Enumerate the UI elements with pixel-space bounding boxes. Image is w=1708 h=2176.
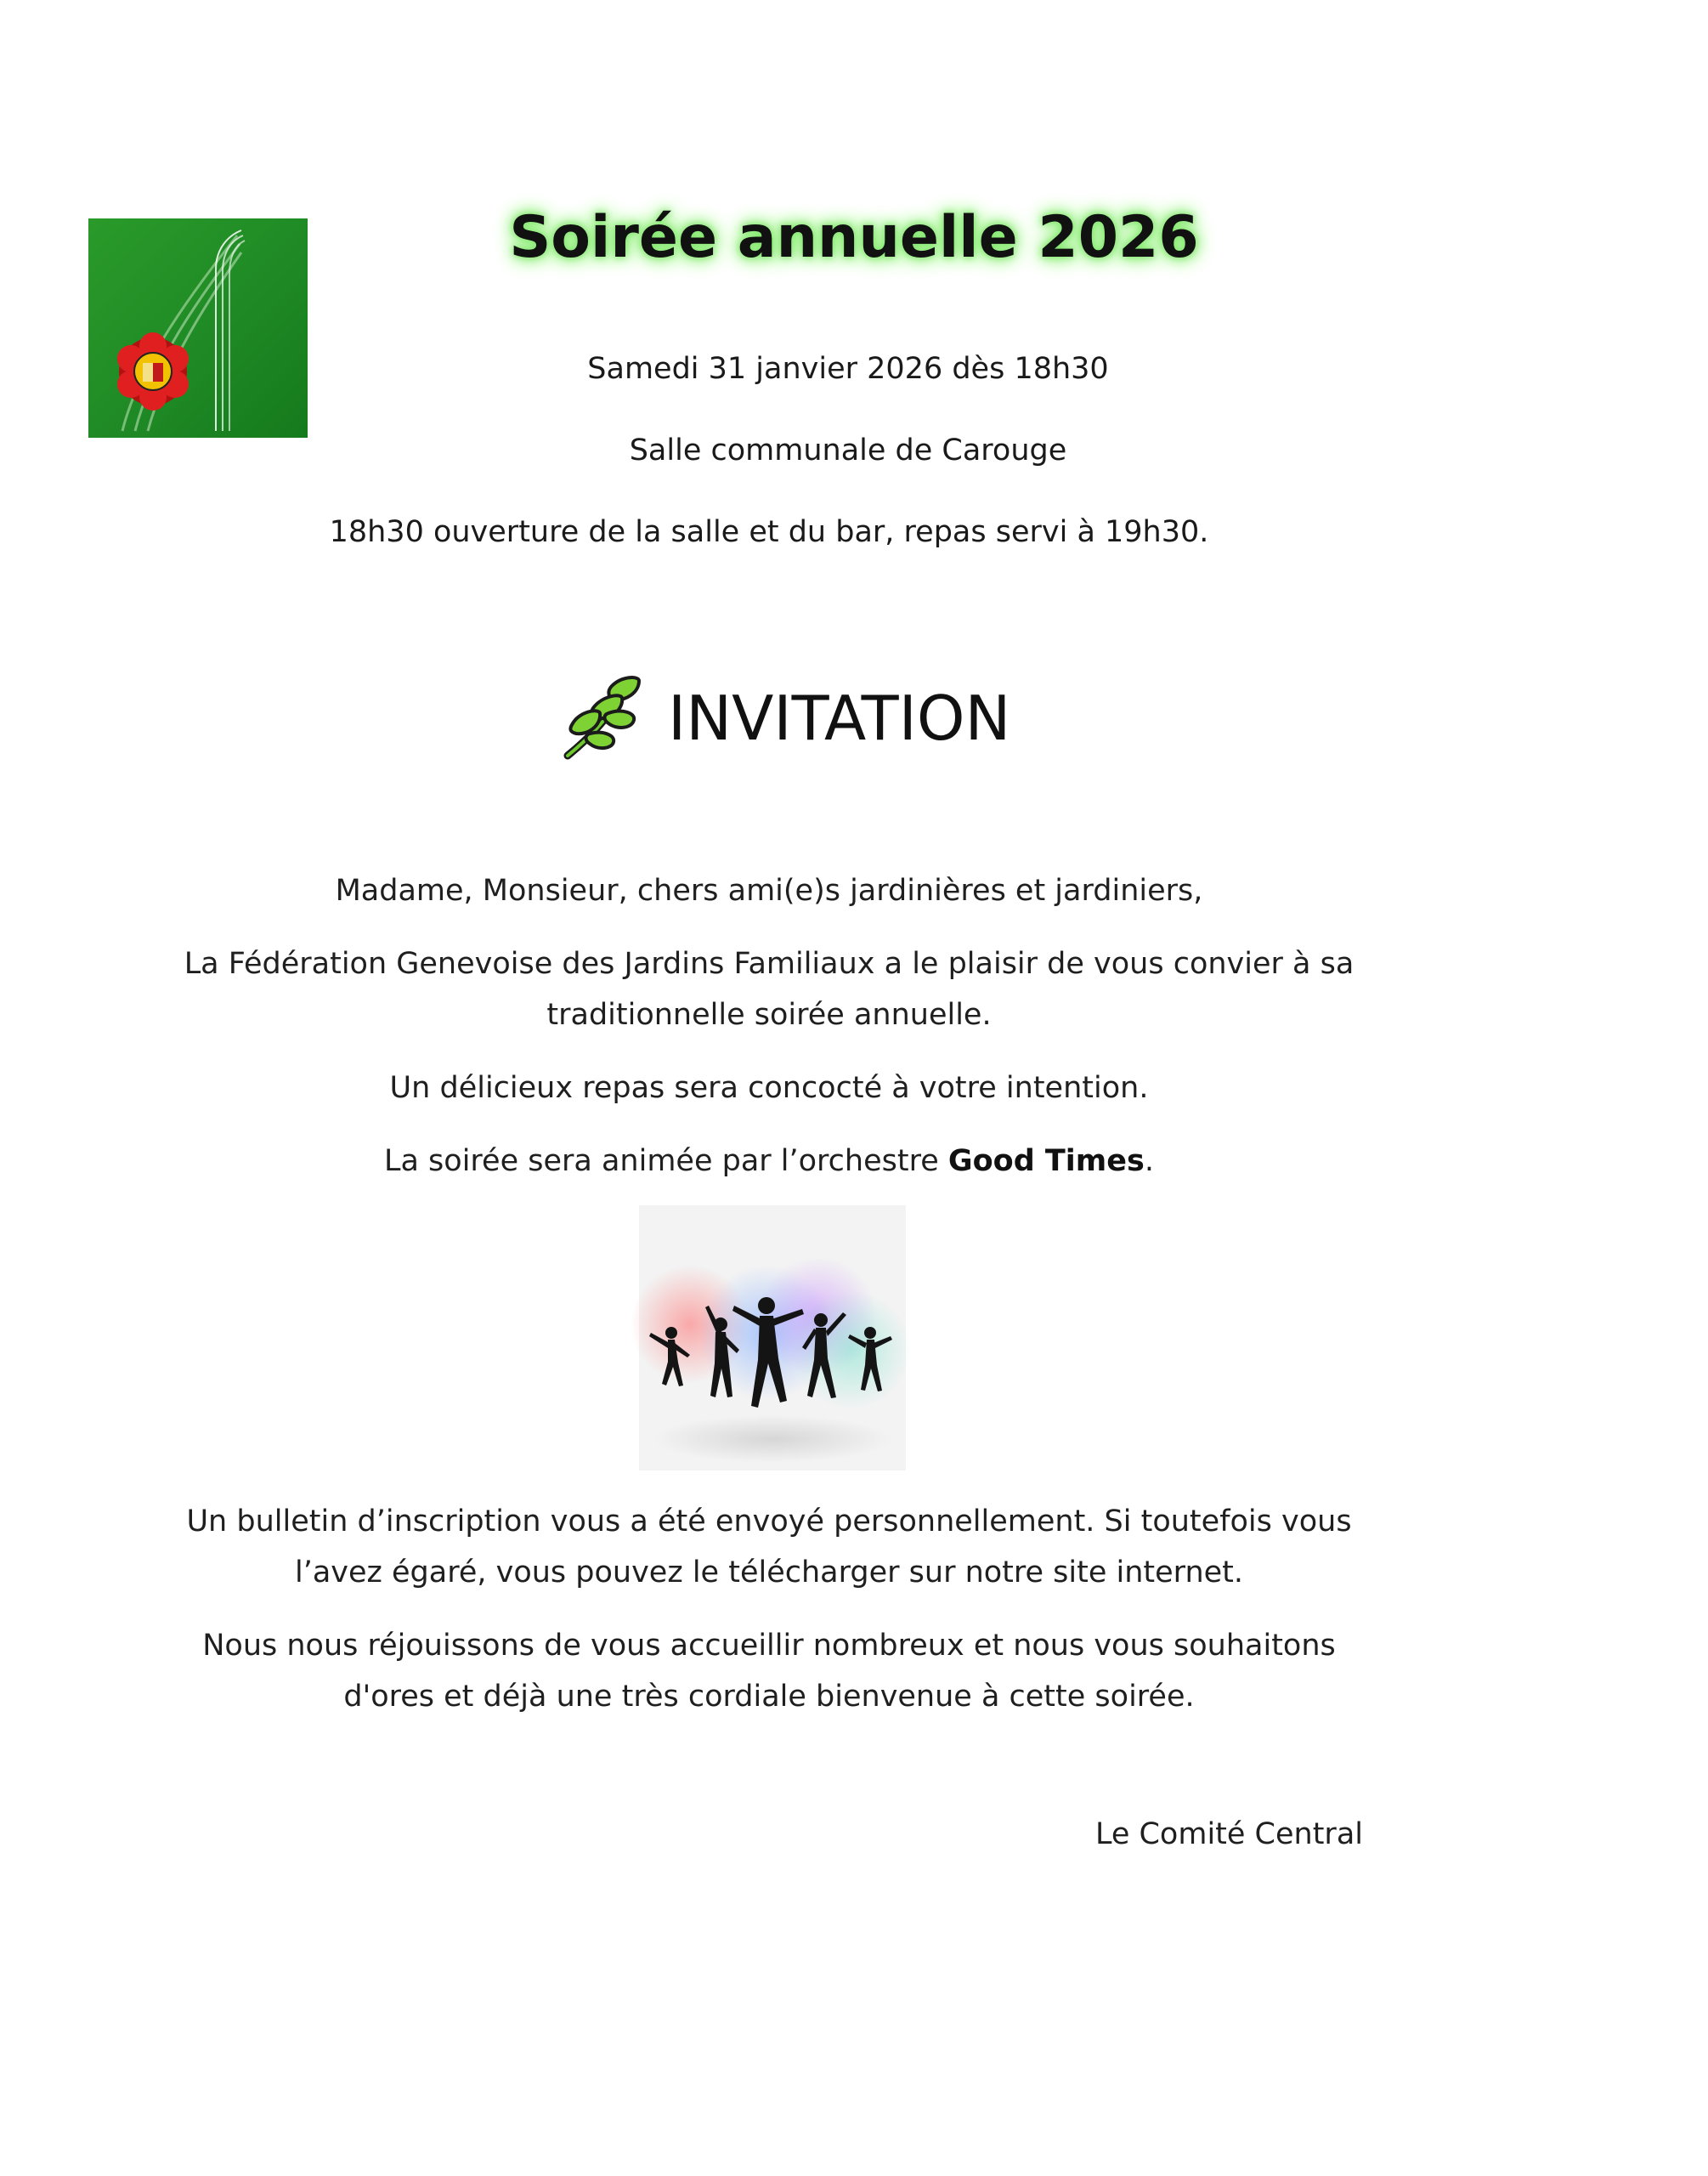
event-schedule: 18h30 ouverture de la salle et du bar, repas servi à 19h30. (329, 515, 1209, 549)
page-title: Soirée annuelle 2026 (509, 204, 1199, 271)
logo-subtitle: Fédération Genevoise des Jardins Familiaux (307, 230, 319, 433)
event-date: Samedi 31 janvier 2026 dès 18h30 (587, 352, 1109, 386)
logo-letters: FGJF (320, 192, 405, 394)
signature: Le Comité Central (1094, 1817, 1363, 1851)
invitation-label: INVITATION (668, 683, 1011, 754)
registration-paragraph (0, 1496, 1538, 1598)
dancing-people-image (639, 1205, 906, 1470)
intro-line-2: traditionnelle soirée annuelle. (546, 998, 992, 1032)
meal-line: Un délicieux repas sera concocté à votre intention. (389, 1071, 1149, 1105)
band-suffix: . (1144, 1144, 1154, 1178)
event-venue: Salle communale de Carouge (629, 434, 1067, 468)
band-line (0, 1136, 1538, 1187)
closing-line-2: d'ores et déjà une très cordiale bienvenue à cette soirée. (343, 1680, 1195, 1714)
registration-line-1: Un bulletin d’inscription vous a été envoyé personnellement. Si toutefois vous (186, 1504, 1352, 1538)
closing-line-1: Nous nous réjouissons de vous accueillir nombreux et nous vous souhaitons (202, 1629, 1336, 1663)
band-name: Good Times (947, 1144, 1145, 1178)
intro-paragraph (0, 938, 1538, 1040)
registration-line-2: l’avez égaré, vous pouvez le télécharger sur notre site internet. (294, 1556, 1244, 1590)
invitation-heading (561, 672, 1010, 765)
closing-paragraph (0, 1620, 1538, 1722)
intro-line-1: La Fédération Genevoise des Jardins Familiaux a le plaisir de vous convier à sa (184, 947, 1355, 981)
greeting: Madame, Monsieur, chers ami(e)s jardinières et jardiniers, (335, 874, 1203, 908)
dancers-illustration (639, 1205, 906, 1470)
band-prefix: La soirée sera animée par l’orchestre (383, 1144, 948, 1178)
leaf-sprig-icon (561, 674, 642, 762)
